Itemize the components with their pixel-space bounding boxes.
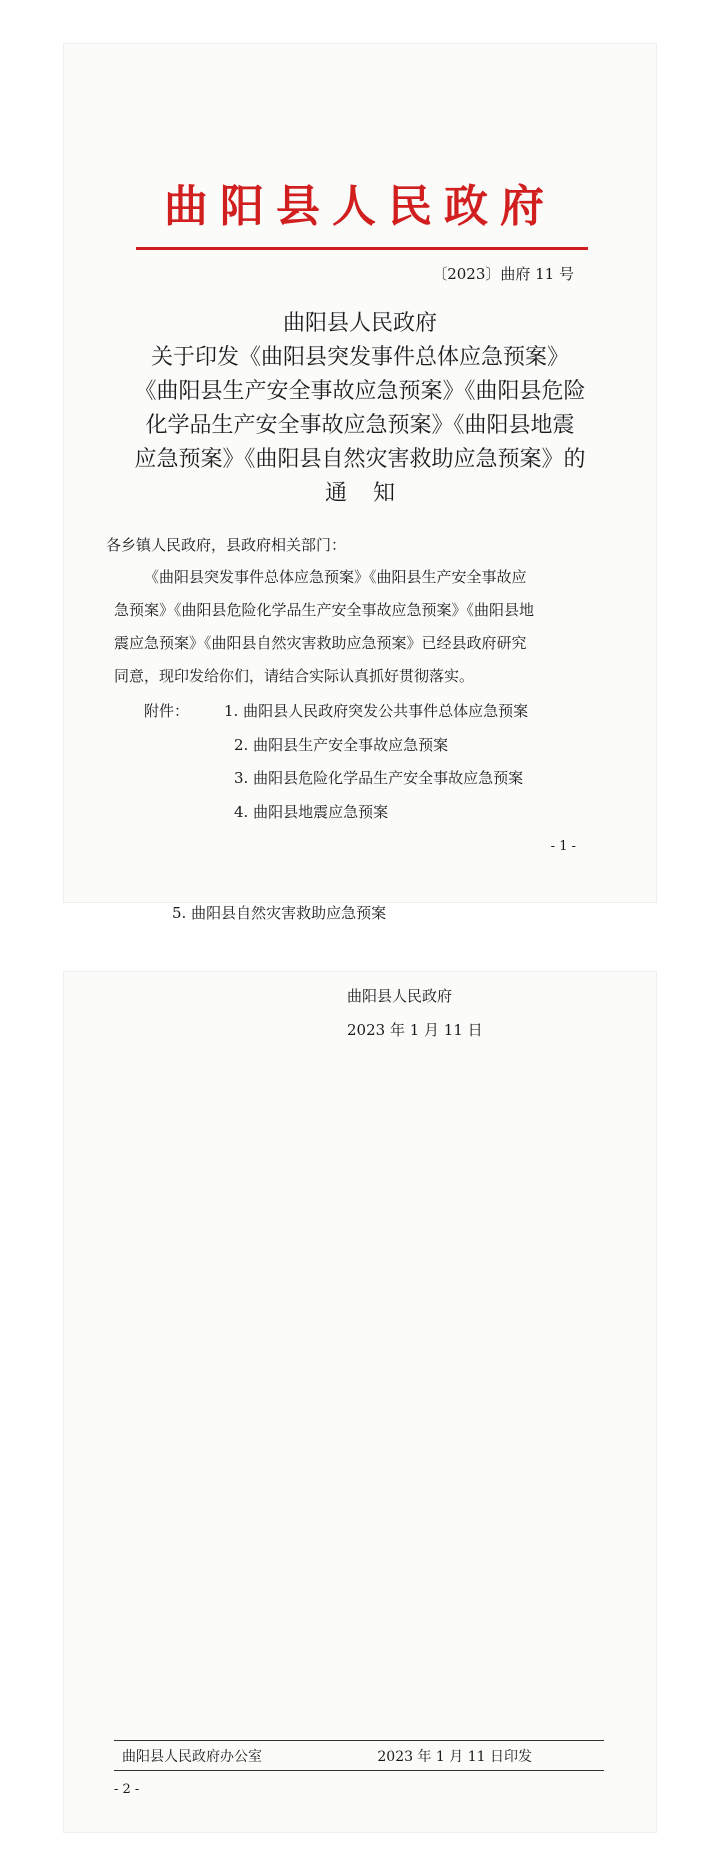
attachments-label: 附件： (144, 702, 190, 720)
attachment-item: 3. 曲阳县危险化学品生产安全事故应急预案 (234, 769, 524, 787)
body-paragraph-line: 急预案》《曲阳县危险化学品生产安全事故应急预案》《曲阳县地 (114, 601, 535, 619)
signature-organization: 曲阳县人民政府 (347, 987, 453, 1005)
red-header-rule (136, 247, 588, 250)
document-page-2 (64, 972, 656, 1832)
attachment-item: 5. 曲阳县自然灾害救助应急预案 (172, 904, 387, 922)
page-number: - 2 - (114, 1782, 140, 1797)
title-line: 关于印发《曲阳县突发事件总体应急预案》 (150, 345, 569, 370)
page-number: - 1 - (550, 839, 576, 854)
footer-issuer: 曲阳县人民政府办公室 (122, 1749, 262, 1765)
footer-rule-top (114, 1740, 604, 1741)
attachment-item: 1. 曲阳县人民政府突发公共事件总体应急预案 (224, 702, 529, 720)
document-header-title: 曲阳县人民政府 (164, 181, 556, 232)
attachment-item: 2. 曲阳县生产安全事故应急预案 (234, 736, 449, 754)
addressee-line: 各乡镇人民政府，县政府相关部门： (106, 536, 347, 554)
title-line: 化学品生产安全事故应急预案》《曲阳县地震 (145, 413, 575, 438)
body-paragraph-line: 同意，现印发给你们，请结合实际认真抓好贯彻落实。 (114, 667, 475, 685)
body-paragraph-line: 震应急预案》《曲阳县自然灾害救助应急预案》已经县政府研究 (114, 634, 527, 652)
attachment-item: 4. 曲阳县地震应急预案 (234, 803, 389, 821)
title-line: 通知 (324, 481, 421, 506)
footer-rule-bottom (114, 1770, 604, 1771)
signature-date: 2023 年 1 月 11 日 (347, 1021, 483, 1039)
title-line: 曲阳县人民政府 (282, 311, 437, 336)
title-line: 《曲阳县生产安全事故应急预案》《曲阳县危险 (134, 379, 586, 404)
body-paragraph-line: 《曲阳县突发事件总体应急预案》《曲阳县生产安全事故应 (144, 568, 527, 586)
footer-print-date: 2023 年 1 月 11 日印发 (377, 1749, 532, 1765)
title-line: 应急预案》《曲阳县自然灾害救助应急预案》的 (134, 447, 586, 472)
document-number: 〔2023〕曲府 11 号 (432, 265, 574, 283)
document-page-1 (64, 44, 656, 902)
